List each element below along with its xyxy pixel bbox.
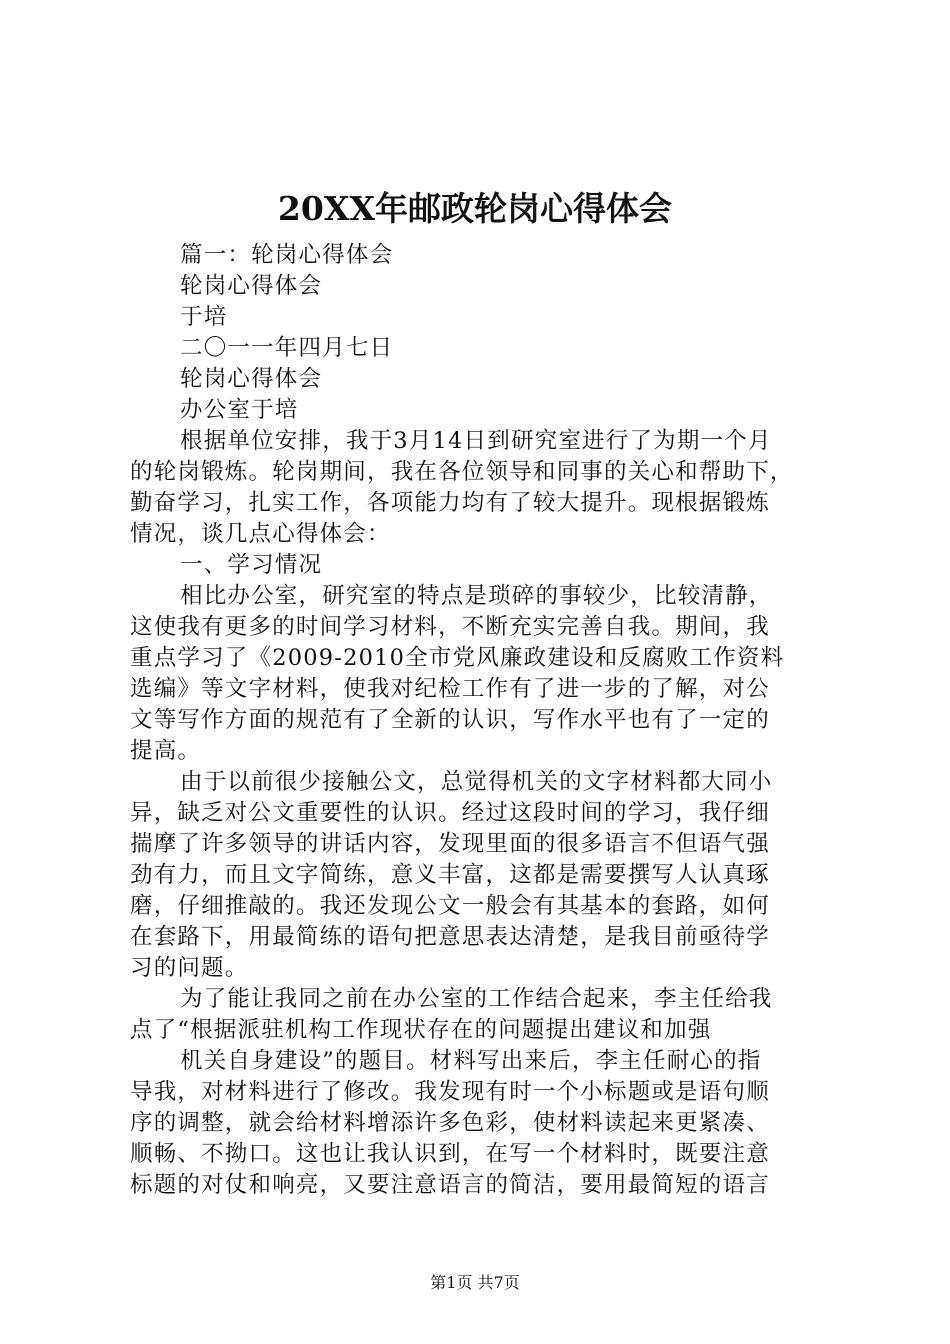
text-line: 根据单位安排，我于3月14日到研究室进行了为期一个月	[180, 428, 772, 454]
text-line: 重点学习了《2009-2010全市党风廉政建设和反腐败工作资料	[130, 645, 785, 671]
text-line: 点了“根据派驻机构工作现状存在的问题提出建议和加强	[130, 1017, 712, 1043]
text-line: 文等写作方面的规范有了全新的认识，写作水平也有了一定的	[130, 707, 770, 733]
text-line: 这使我有更多的时间学习材料，不断充实完善自我。期间，我	[130, 614, 770, 640]
text-line: 的轮岗锻炼。轮岗期间，我在各位领导和同事的关心和帮助下，	[130, 459, 794, 485]
text-line: 勤奋学习，扎实工作，各项能力均有了较大提升。现根据锻炼	[130, 490, 770, 516]
text-line: 办公室于培	[180, 397, 299, 423]
text-line: 标题的对仗和响亮，又要注意语言的简洁，要用最简短的语言	[130, 1172, 770, 1198]
text-line: 习的问题。	[130, 955, 249, 981]
page-footer: 第1页 共7页	[430, 1273, 520, 1292]
text-line: 导我，对材料进行了修改。我发现有时一个小标题或是语句顺	[130, 1079, 770, 1105]
text-line: 情况，谈几点心得体会：	[130, 521, 391, 547]
text-line: 机关自身建设”的题目。材料写出来后，李主任耐心的指	[180, 1048, 762, 1074]
text-line: 异，缺乏对公文重要性的认识。经过这段时间的学习，我仔细	[130, 800, 770, 826]
text-line: 序的调整，就会给材料增添许多色彩，使材料读起来更紧凑、	[130, 1110, 770, 1136]
document-title: 20XX年邮政轮岗心得体会	[277, 189, 673, 228]
text-line: 揣摩了许多领导的讲话内容，发现里面的很多语言不但语气强	[130, 831, 770, 857]
text-line: 磨，仔细推敲的。我还发现公文一般会有其基本的套路，如何	[130, 893, 770, 919]
text-line: 为了能让我同之前在办公室的工作结合起来，李主任给我	[180, 986, 773, 1012]
text-line: 二〇一一年四月七日	[180, 335, 394, 361]
text-line: 提高。	[130, 738, 202, 764]
section-heading: 一、学习情况	[180, 552, 323, 578]
text-line: 选编》等文字材料，使我对纪检工作有了进一步的了解，对公	[130, 676, 770, 702]
text-line: 相比办公室，研究室的特点是琐碎的事较少，比较清静，	[180, 583, 773, 609]
text-line: 篇一：轮岗心得体会	[180, 242, 394, 268]
text-line: 劲有力，而且文字简练，意义丰富，这都是需要撰写人认真琢	[130, 862, 770, 888]
text-line: 在套路下，用最简练的语句把意思表达清楚，是我目前亟待学	[130, 924, 770, 950]
text-line: 顺畅、不拗口。这也让我认识到，在写一个材料时，既要注意	[130, 1141, 770, 1167]
text-line: 于培	[180, 304, 228, 330]
text-line: 轮岗心得体会	[180, 273, 323, 299]
text-line: 轮岗心得体会	[180, 366, 323, 392]
text-line: 由于以前很少接触公文，总觉得机关的文字材料都大同小	[180, 769, 773, 795]
